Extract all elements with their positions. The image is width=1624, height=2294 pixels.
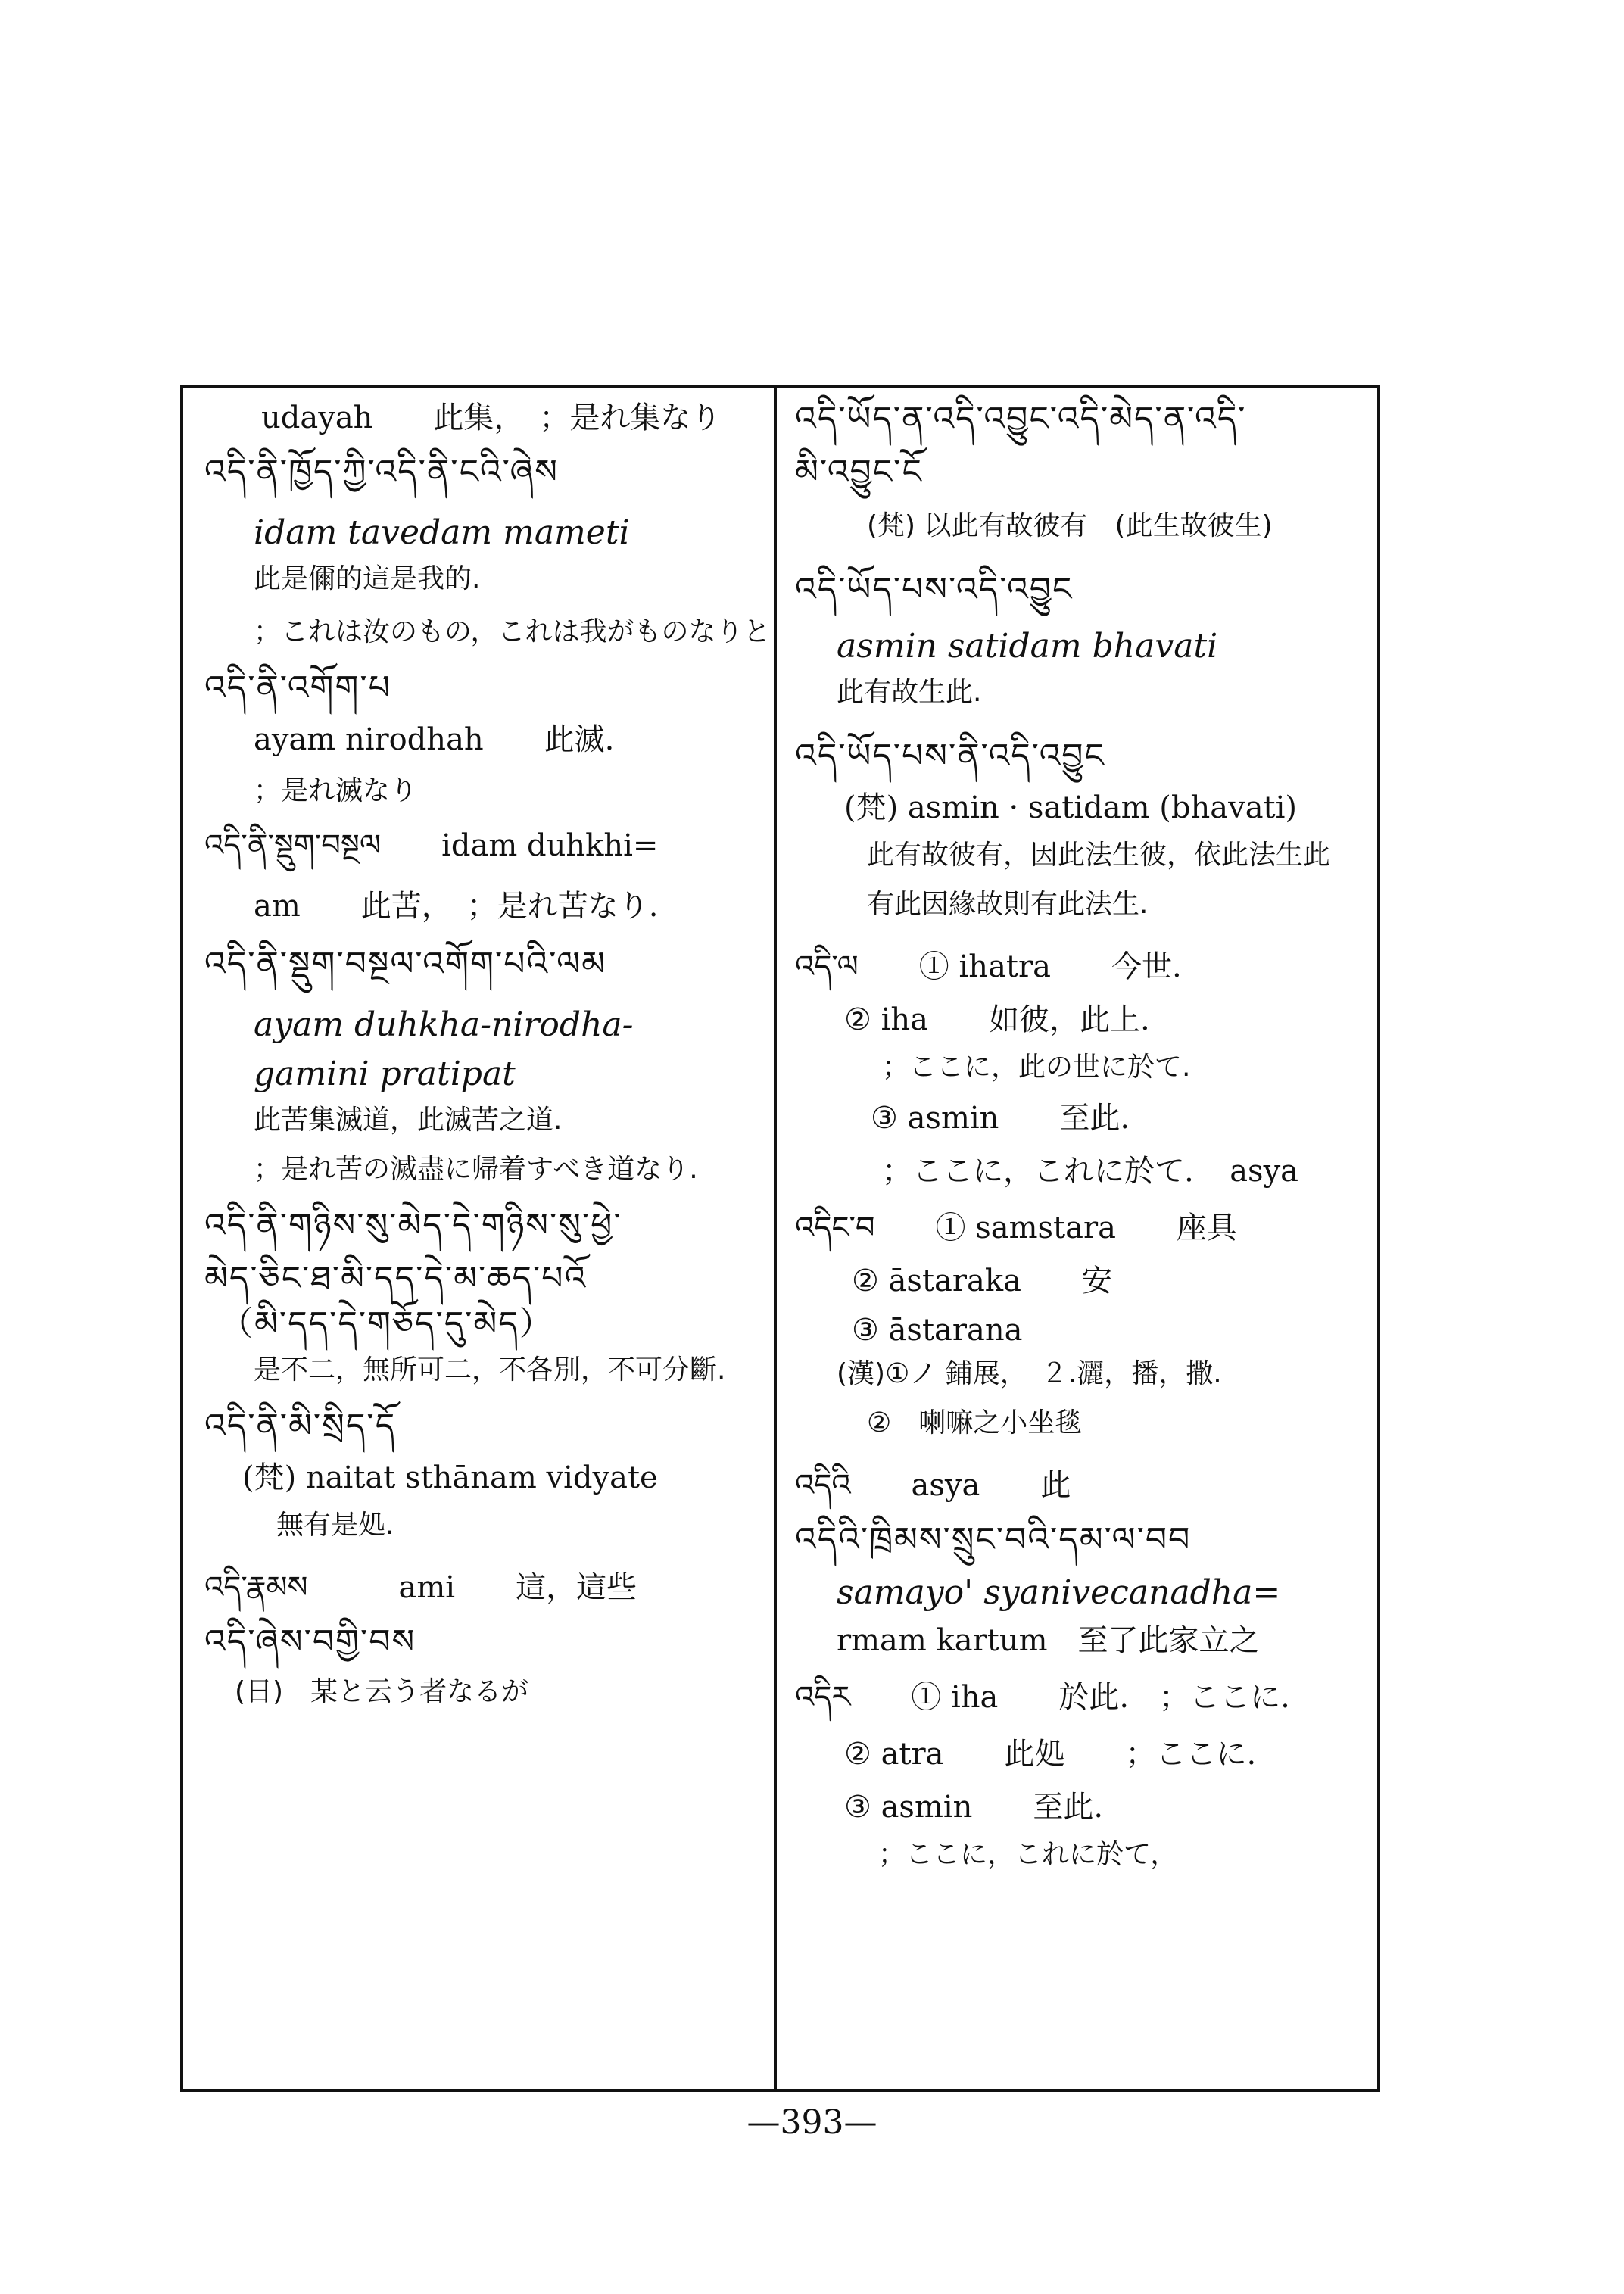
- right-entry-line: ③ asmin 至此.: [871, 1101, 1130, 1136]
- left-entry-line: gamini pratipat: [254, 1055, 516, 1093]
- left-entry-line: འདི་ཞེས་བགྱི་བས: [204, 1622, 416, 1661]
- right-entry-line: འདིའི asya 此: [795, 1468, 1071, 1503]
- right-entry-line: ；ここに，これに於て，: [878, 1839, 1178, 1870]
- left-entry-line: འདི་ནི་སྡུག་བསྔལ idam duhkhi=: [204, 828, 659, 863]
- right-entry-line: འདི་ལ ① ihatra 今世.: [795, 949, 1182, 984]
- right-entry-line: འདིའི་ཁྲིམས་སྲུང་བའི་དམ་ལ་བབ: [795, 1520, 1192, 1559]
- left-entry-line: འདི་རྣམས ami 這，這些: [204, 1570, 637, 1605]
- right-entry-line: ③ āstarana: [852, 1313, 1023, 1348]
- right-entry-line: 此有故生此.: [837, 677, 982, 708]
- page-number: —393—: [747, 2103, 877, 2142]
- left-entry-line: ；これは汝のもの，これは我がものなりと: [254, 616, 771, 647]
- right-entry-line: འདིར ① iha 於此. ；ここに.: [795, 1680, 1290, 1715]
- left-entry-line: （མི་དད་དེ་གཅོད་དུ་མེད）: [220, 1304, 554, 1343]
- right-entry-line: ；ここに，これに於て． asya: [882, 1154, 1299, 1189]
- left-entry-line: (日) 某と云う者なるが: [235, 1676, 529, 1707]
- left-entry-line: འདི་ནི་ཁྱོད་ཀྱི་འདི་ནི་ངའི་ཞེས: [204, 453, 559, 491]
- right-entry-line: ③ asmin 至此.: [844, 1790, 1104, 1825]
- left-entry-line: འདི་ནི་འགོག་པ: [204, 669, 391, 707]
- right-entry-line: མི་འབྱུང་ངོ: [795, 453, 923, 491]
- right-entry-line: asmin satidam bhavati: [837, 627, 1218, 665]
- right-entry-line: 此有故彼有，因此法生彼，依此法生此: [867, 840, 1331, 871]
- right-entry-line: 有此因緣故則有此法生.: [867, 889, 1149, 920]
- right-entry-line: ② āstaraka 安: [852, 1264, 1112, 1298]
- right-entry-line: ② iha 如彼，此上.: [844, 1002, 1150, 1037]
- right-entry-line: (梵) 以此有故彼有 (此生故彼生): [867, 510, 1273, 541]
- left-entry-line: ayam nirodhah 此滅.: [254, 722, 615, 757]
- right-entry-line: samayo' syanivecanadha=: [837, 1573, 1281, 1612]
- right-entry-line: (漢)①ノ 鋪展， ２.灑，播，撒.: [837, 1358, 1222, 1389]
- right-entry-line: འདིང་བ ① samstara 座具: [795, 1211, 1237, 1245]
- left-entry-line: ；是れ滅なり: [254, 775, 418, 806]
- left-entry-line: ；是れ苦の滅盡に帰着すべき道なり.: [254, 1154, 698, 1185]
- left-entry-line: (梵) naitat sthānam vidyate: [242, 1460, 658, 1495]
- left-entry-line: འདི་ནི་སྡུག་བསྔལ་འགོག་པའི་ལམ: [204, 945, 607, 983]
- right-entry-line: འདི་ཡོད་ན་འདི་འབྱུང་འདི་མེད་ན་འདི་: [795, 400, 1247, 438]
- left-entry-line: 是不二，無所可二，不各別，不可分斷.: [254, 1354, 726, 1385]
- right-entry-line: འདི་ཡོད་པས་ནི་འདི་འབྱུང: [795, 737, 1105, 775]
- right-entry-line: ② atra 此処 ；ここに.: [844, 1737, 1257, 1772]
- left-entry-line: མེད་ཅིང་ཐ་མི་དད་དེ་མ་ཆད་པའོ: [204, 1259, 588, 1298]
- left-entry-line: འདི་ནི་མི་སྲིད་དོ: [204, 1407, 397, 1445]
- right-entry-line: འདི་ཡོད་པས་འདི་འབྱུང: [795, 570, 1074, 609]
- left-entry-line: 無有是処.: [276, 1510, 394, 1541]
- left-entry-line: 此是儞的這是我的.: [254, 563, 481, 594]
- right-entry-line: (梵) asmin · satidam (bhavati): [844, 790, 1298, 825]
- right-entry-line: ② 喇嘛之小坐毯: [867, 1407, 1083, 1438]
- column-divider: [774, 385, 777, 2092]
- right-entry-line: rmam kartum 至了此家立之: [837, 1623, 1260, 1658]
- left-entry-line: ayam duhkha-nirodha-: [254, 1005, 634, 1044]
- left-entry-line: idam tavedam mameti: [254, 513, 630, 552]
- left-entry-line: am 此苦， ；是れ苦なり.: [254, 889, 659, 924]
- left-entry-line: udayah 此集， ；是れ集なり: [261, 401, 722, 435]
- left-entry-line: འདི་ནི་གཉིས་སུ་མེད་དེ་གཉིས་སུ་ཕྱེ་: [204, 1206, 622, 1245]
- left-entry-line: 此苦集滅道，此滅苦之道.: [254, 1105, 563, 1136]
- right-entry-line: ；ここに，此の世に於て.: [882, 1052, 1191, 1083]
